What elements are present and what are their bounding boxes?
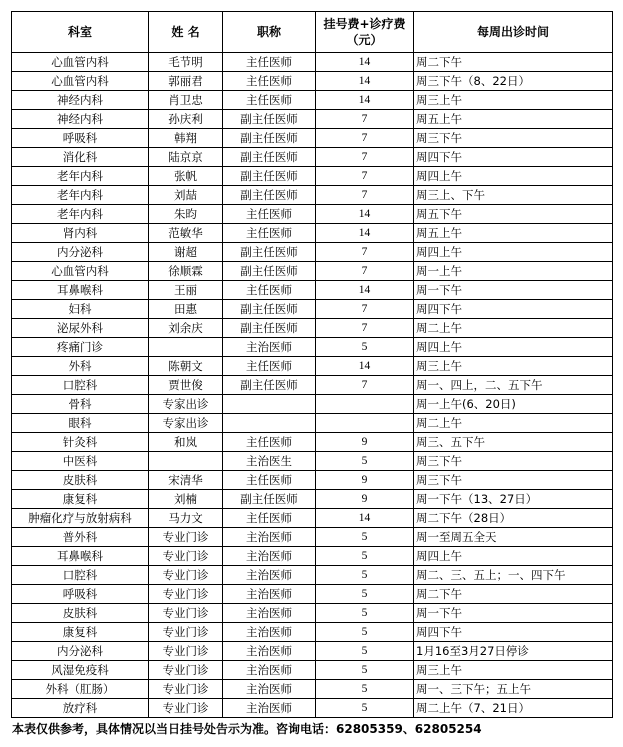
doctor-name-cell: 王丽 — [149, 281, 223, 300]
doctor-name-cell — [149, 452, 223, 471]
title-cell: 主治医师 — [223, 585, 316, 604]
title-cell: 主治医师 — [223, 642, 316, 661]
department-cell: 消化科 — [12, 148, 149, 167]
schedule-cell: 周一下午 — [414, 604, 613, 623]
header-name: 姓 名 — [149, 12, 223, 53]
doctor-name-cell: 孙庆利 — [149, 110, 223, 129]
doctor-name-cell: 专业门诊 — [149, 661, 223, 680]
department-cell: 心血管内科 — [12, 53, 149, 72]
department-cell: 放疗科 — [12, 699, 149, 718]
title-cell — [223, 395, 316, 414]
table-row — [12, 680, 613, 699]
table-row — [12, 604, 613, 623]
department-cell: 神经内科 — [12, 110, 149, 129]
header-schedule: 每周出诊时间 — [414, 12, 613, 53]
department-cell: 呼吸科 — [12, 585, 149, 604]
department-cell: 耳鼻喉科 — [12, 547, 149, 566]
table-row — [12, 53, 613, 72]
title-cell: 主治医师 — [223, 661, 316, 680]
table-row — [12, 281, 613, 300]
title-cell: 主任医师 — [223, 509, 316, 528]
department-cell: 眼科 — [12, 414, 149, 433]
doctor-name-cell: 范敏华 — [149, 224, 223, 243]
department-cell: 疼痛门诊 — [12, 338, 149, 357]
table-row — [12, 338, 613, 357]
title-cell: 主治医师 — [223, 699, 316, 718]
doctor-name-cell — [149, 338, 223, 357]
table-row — [12, 566, 613, 585]
table-row — [12, 148, 613, 167]
table-row — [12, 661, 613, 680]
table-row — [12, 110, 613, 129]
schedule-cell: 周二上午 — [414, 414, 613, 433]
schedule-cell: 周三上午 — [414, 661, 613, 680]
title-cell: 副主任医师 — [223, 243, 316, 262]
table-row — [12, 585, 613, 604]
fee-cell: 14 — [316, 509, 414, 528]
fee-cell: 5 — [316, 338, 414, 357]
fee-cell: 14 — [316, 205, 414, 224]
doctor-name-cell: 毛节明 — [149, 53, 223, 72]
department-cell: 呼吸科 — [12, 129, 149, 148]
table-row — [12, 186, 613, 205]
schedule-cell: 周二下午（28日） — [414, 509, 613, 528]
table-row — [12, 72, 613, 91]
table-row — [12, 623, 613, 642]
title-cell: 主任医师 — [223, 53, 316, 72]
table-row — [12, 414, 613, 433]
department-cell: 皮肤科 — [12, 471, 149, 490]
doctor-name-cell: 专业门诊 — [149, 566, 223, 585]
schedule-cell: 周四上午 — [414, 547, 613, 566]
title-cell: 主任医师 — [223, 433, 316, 452]
schedule-cell: 周二、三、五上；一、四下午 — [414, 566, 613, 585]
title-cell: 主任医师 — [223, 471, 316, 490]
table-row — [12, 357, 613, 376]
fee-cell: 7 — [316, 129, 414, 148]
department-cell: 耳鼻喉科 — [12, 281, 149, 300]
fee-cell: 7 — [316, 186, 414, 205]
title-cell: 主治医师 — [223, 604, 316, 623]
table-row — [12, 205, 613, 224]
department-cell: 心血管内科 — [12, 72, 149, 91]
doctor-name-cell: 专业门诊 — [149, 642, 223, 661]
department-cell: 普外科 — [12, 528, 149, 547]
title-cell: 主任医师 — [223, 281, 316, 300]
doctor-name-cell: 专业门诊 — [149, 547, 223, 566]
department-cell: 老年内科 — [12, 205, 149, 224]
table-row — [12, 262, 613, 281]
fee-cell: 5 — [316, 680, 414, 699]
fee-cell: 7 — [316, 243, 414, 262]
table-row — [12, 167, 613, 186]
header-row — [12, 12, 613, 53]
doctor-name-cell: 贾世俊 — [149, 376, 223, 395]
doctor-name-cell: 朱昀 — [149, 205, 223, 224]
department-cell: 泌尿外科 — [12, 319, 149, 338]
title-cell: 副主任医师 — [223, 490, 316, 509]
title-cell: 主治医师 — [223, 623, 316, 642]
doctor-name-cell: 专家出诊 — [149, 414, 223, 433]
schedule-cell: 周四上午 — [414, 338, 613, 357]
schedule-cell: 周二下午 — [414, 585, 613, 604]
table-row — [12, 224, 613, 243]
schedule-cell: 周二上午 — [414, 319, 613, 338]
doctor-name-cell: 专业门诊 — [149, 528, 223, 547]
department-cell: 心血管内科 — [12, 262, 149, 281]
header-department: 科室 — [12, 12, 149, 53]
table-row — [12, 471, 613, 490]
title-cell: 主任医师 — [223, 91, 316, 110]
fee-cell: 14 — [316, 357, 414, 376]
schedule-cell: 周一下午（13、27日） — [414, 490, 613, 509]
fee-cell: 5 — [316, 661, 414, 680]
fee-cell: 14 — [316, 53, 414, 72]
schedule-cell: 周一、三下午；五上午 — [414, 680, 613, 699]
title-cell: 副主任医师 — [223, 110, 316, 129]
schedule-cell: 周一下午 — [414, 281, 613, 300]
fee-cell: 14 — [316, 91, 414, 110]
title-cell: 主任医师 — [223, 357, 316, 376]
fee-cell: 7 — [316, 376, 414, 395]
title-cell: 主治医师 — [223, 547, 316, 566]
table-row — [12, 509, 613, 528]
schedule-cell: 周三下午 — [414, 471, 613, 490]
fee-cell: 5 — [316, 566, 414, 585]
schedule-cell: 周三下午 — [414, 452, 613, 471]
table-row — [12, 433, 613, 452]
fee-cell: 5 — [316, 623, 414, 642]
fee-cell: 5 — [316, 585, 414, 604]
fee-cell: 5 — [316, 528, 414, 547]
fee-cell: 5 — [316, 452, 414, 471]
fee-cell: 14 — [316, 281, 414, 300]
department-cell: 肿瘤化疗与放射病科 — [12, 509, 149, 528]
department-cell: 中医科 — [12, 452, 149, 471]
department-cell: 皮肤科 — [12, 604, 149, 623]
schedule-cell: 周二下午 — [414, 53, 613, 72]
doctor-name-cell: 陈朝文 — [149, 357, 223, 376]
department-cell: 口腔科 — [12, 566, 149, 585]
schedule-cell: 周一、四上，二、五下午 — [414, 376, 613, 395]
doctor-name-cell: 专业门诊 — [149, 585, 223, 604]
doctor-name-cell: 谢超 — [149, 243, 223, 262]
doctor-name-cell: 张帆 — [149, 167, 223, 186]
title-cell: 副主任医师 — [223, 186, 316, 205]
department-cell: 康复科 — [12, 623, 149, 642]
fee-cell — [316, 414, 414, 433]
table-row — [12, 528, 613, 547]
schedule-cell: 周一上午(6、20日) — [414, 395, 613, 414]
schedule-cell: 周一至周五全天 — [414, 528, 613, 547]
fee-cell: 9 — [316, 490, 414, 509]
table-row — [12, 490, 613, 509]
fee-cell: 9 — [316, 433, 414, 452]
schedule-cell: 周三上、下午 — [414, 186, 613, 205]
fee-cell: 7 — [316, 110, 414, 129]
department-cell: 妇科 — [12, 300, 149, 319]
title-cell: 主治医师 — [223, 528, 316, 547]
schedule-cell: 周四下午 — [414, 623, 613, 642]
department-cell: 肾内科 — [12, 224, 149, 243]
doctor-name-cell: 专业门诊 — [149, 604, 223, 623]
doctor-name-cell: 肖卫忠 — [149, 91, 223, 110]
table-row — [12, 699, 613, 718]
title-cell: 副主任医师 — [223, 167, 316, 186]
schedule-cell: 周三上午 — [414, 91, 613, 110]
schedule-cell: 周五上午 — [414, 110, 613, 129]
title-cell: 主任医师 — [223, 224, 316, 243]
doctor-name-cell: 专业门诊 — [149, 623, 223, 642]
header-title: 职称 — [223, 12, 316, 53]
schedule-cell: 周三、五下午 — [414, 433, 613, 452]
title-cell — [223, 414, 316, 433]
title-cell: 副主任医师 — [223, 319, 316, 338]
department-cell: 外科 — [12, 357, 149, 376]
table-row — [12, 395, 613, 414]
doctor-name-cell: 刘余庆 — [149, 319, 223, 338]
department-cell: 神经内科 — [12, 91, 149, 110]
schedule-cell: 周二上午（7、21日） — [414, 699, 613, 718]
fee-cell: 7 — [316, 262, 414, 281]
doctor-name-cell: 刘喆 — [149, 186, 223, 205]
schedule-cell: 周四下午 — [414, 300, 613, 319]
title-cell: 主任医师 — [223, 205, 316, 224]
department-cell: 针灸科 — [12, 433, 149, 452]
title-cell: 主治医师 — [223, 338, 316, 357]
schedule-cell: 周三上午 — [414, 357, 613, 376]
department-cell: 内分泌科 — [12, 642, 149, 661]
table-row — [12, 129, 613, 148]
doctor-name-cell: 专业门诊 — [149, 680, 223, 699]
department-cell: 老年内科 — [12, 167, 149, 186]
table-row — [12, 642, 613, 661]
doctor-name-cell: 和岚 — [149, 433, 223, 452]
title-cell: 主任医师 — [223, 72, 316, 91]
department-cell: 口腔科 — [12, 376, 149, 395]
department-cell: 外科（肛肠） — [12, 680, 149, 699]
fee-cell: 14 — [316, 72, 414, 91]
department-cell: 老年内科 — [12, 186, 149, 205]
table-row — [12, 300, 613, 319]
doctor-name-cell: 田惠 — [149, 300, 223, 319]
schedule-cell: 周五上午 — [414, 224, 613, 243]
schedule-cell: 1月16至3月27日停诊 — [414, 642, 613, 661]
title-cell: 主治医师 — [223, 566, 316, 585]
schedule-cell: 周四上午 — [414, 167, 613, 186]
table-row — [12, 452, 613, 471]
fee-cell: 5 — [316, 699, 414, 718]
header-fee-label: 挂号费+诊疗费（元） — [323, 17, 406, 47]
schedule-cell: 周三下午 — [414, 129, 613, 148]
fee-cell: 7 — [316, 319, 414, 338]
table-row — [12, 376, 613, 395]
schedule-cell: 周三下午（8、22日） — [414, 72, 613, 91]
fee-cell: 9 — [316, 471, 414, 490]
table-row — [12, 243, 613, 262]
doctor-name-cell: 宋清华 — [149, 471, 223, 490]
title-cell: 副主任医师 — [223, 262, 316, 281]
fee-cell: 5 — [316, 547, 414, 566]
title-cell: 副主任医师 — [223, 148, 316, 167]
department-cell: 骨科 — [12, 395, 149, 414]
doctor-name-cell: 专业门诊 — [149, 699, 223, 718]
department-cell: 康复科 — [12, 490, 149, 509]
fee-cell: 14 — [316, 224, 414, 243]
footnote: 本表仅供参考，具体情况以当日挂号处告示为准。咨询电话：62805359、62805254 — [12, 722, 482, 736]
title-cell: 副主任医师 — [223, 129, 316, 148]
doctor-name-cell: 马力文 — [149, 509, 223, 528]
title-cell: 副主任医师 — [223, 300, 316, 319]
doctor-name-cell: 徐顺霖 — [149, 262, 223, 281]
doctor-name-cell: 专家出诊 — [149, 395, 223, 414]
title-cell: 副主任医师 — [223, 376, 316, 395]
table-row — [12, 91, 613, 110]
doctor-name-cell: 韩翔 — [149, 129, 223, 148]
schedule-cell: 周四上午 — [414, 243, 613, 262]
schedule-cell: 周四下午 — [414, 148, 613, 167]
department-cell: 风湿免疫科 — [12, 661, 149, 680]
doctor-name-cell: 陆京京 — [149, 148, 223, 167]
schedule-cell: 周一上午 — [414, 262, 613, 281]
fee-cell: 7 — [316, 300, 414, 319]
fee-cell — [316, 395, 414, 414]
fee-cell: 7 — [316, 167, 414, 186]
doctor-name-cell: 郭丽君 — [149, 72, 223, 91]
title-cell: 主治医师 — [223, 680, 316, 699]
clinic-schedule-table — [11, 11, 613, 718]
title-cell: 主治医生 — [223, 452, 316, 471]
table-row — [12, 547, 613, 566]
doctor-name-cell: 刘楠 — [149, 490, 223, 509]
department-cell: 内分泌科 — [12, 243, 149, 262]
fee-cell: 5 — [316, 642, 414, 661]
schedule-cell: 周五下午 — [414, 205, 613, 224]
table-row — [12, 319, 613, 338]
fee-cell: 7 — [316, 148, 414, 167]
header-fee — [316, 12, 414, 53]
fee-cell: 5 — [316, 604, 414, 623]
